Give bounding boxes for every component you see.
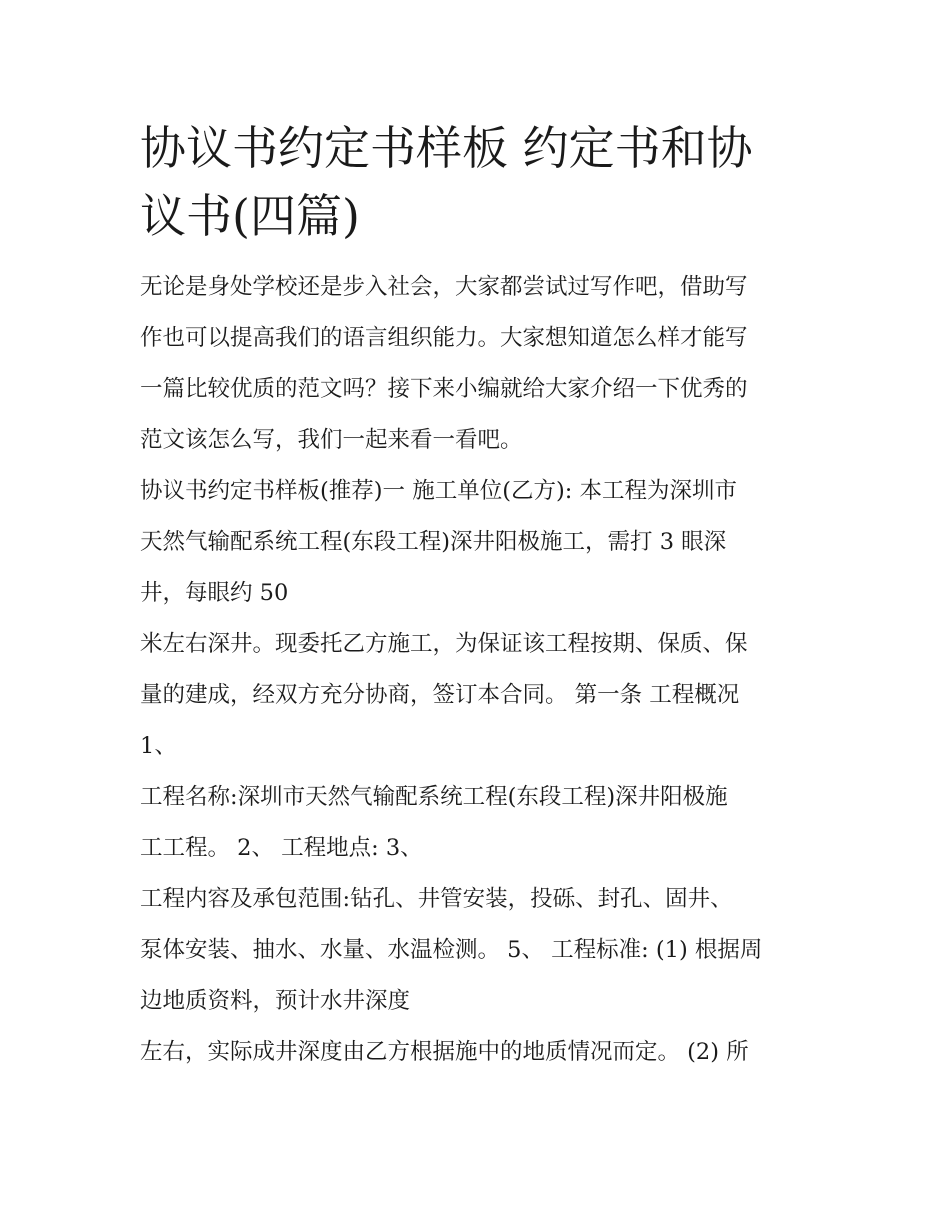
body-line: 工程名称:深圳市天然气输配系统工程(东段工程)深井阳极施 [140, 784, 728, 810]
body-line: 1、 [140, 733, 177, 759]
title-line: 协议书约定书样板 约定书和协 [140, 121, 753, 175]
body-line: 泵体安装、抽水、水量、水温检测。 5、 工程标准: (1) 根据周 [140, 937, 763, 963]
body-line: 工程内容及承包范围:钻孔、井管安装，投砾、封孔、固井、 [140, 886, 733, 912]
body-line: 作也可以提高我们的语言组织能力。大家想知道怎么样才能写 [140, 325, 748, 351]
body-line: 协议书约定书样板(推荐)一 施工单位(乙方): 本工程为深圳市 [140, 478, 737, 504]
body-line: 一篇比较优质的范文吗？接下来小编就给大家介绍一下优秀的 [140, 376, 748, 402]
document-body [140, 262, 820, 1078]
body-line: 无论是身处学校还是步入社会，大家都尝试过写作吧，借助写 [140, 274, 748, 300]
body-line: 米左右深井。现委托乙方施工，为保证该工程按期、保质、保 [140, 631, 748, 657]
body-line: 井，每眼约 50 [140, 580, 289, 606]
body-line: 天然气输配系统工程(东段工程)深井阳极施工，需打 3 眼深 [140, 529, 727, 555]
document-title [140, 114, 820, 250]
body-line: 工工程。 2、 工程地点: 3、 [140, 835, 423, 861]
body-line: 范文该怎么写，我们一起来看一看吧。 [140, 427, 523, 453]
body-line: 量的建成，经双方充分协商，签订本合同。 第一条 工程概况 [140, 682, 740, 708]
body-line: 左右，实际成井深度由乙方根据施中的地质情况而定。 (2) 所 [140, 1039, 749, 1065]
body-line: 边地质资料，预计水井深度 [140, 988, 411, 1014]
title-line: 议书(四篇) [140, 189, 360, 243]
